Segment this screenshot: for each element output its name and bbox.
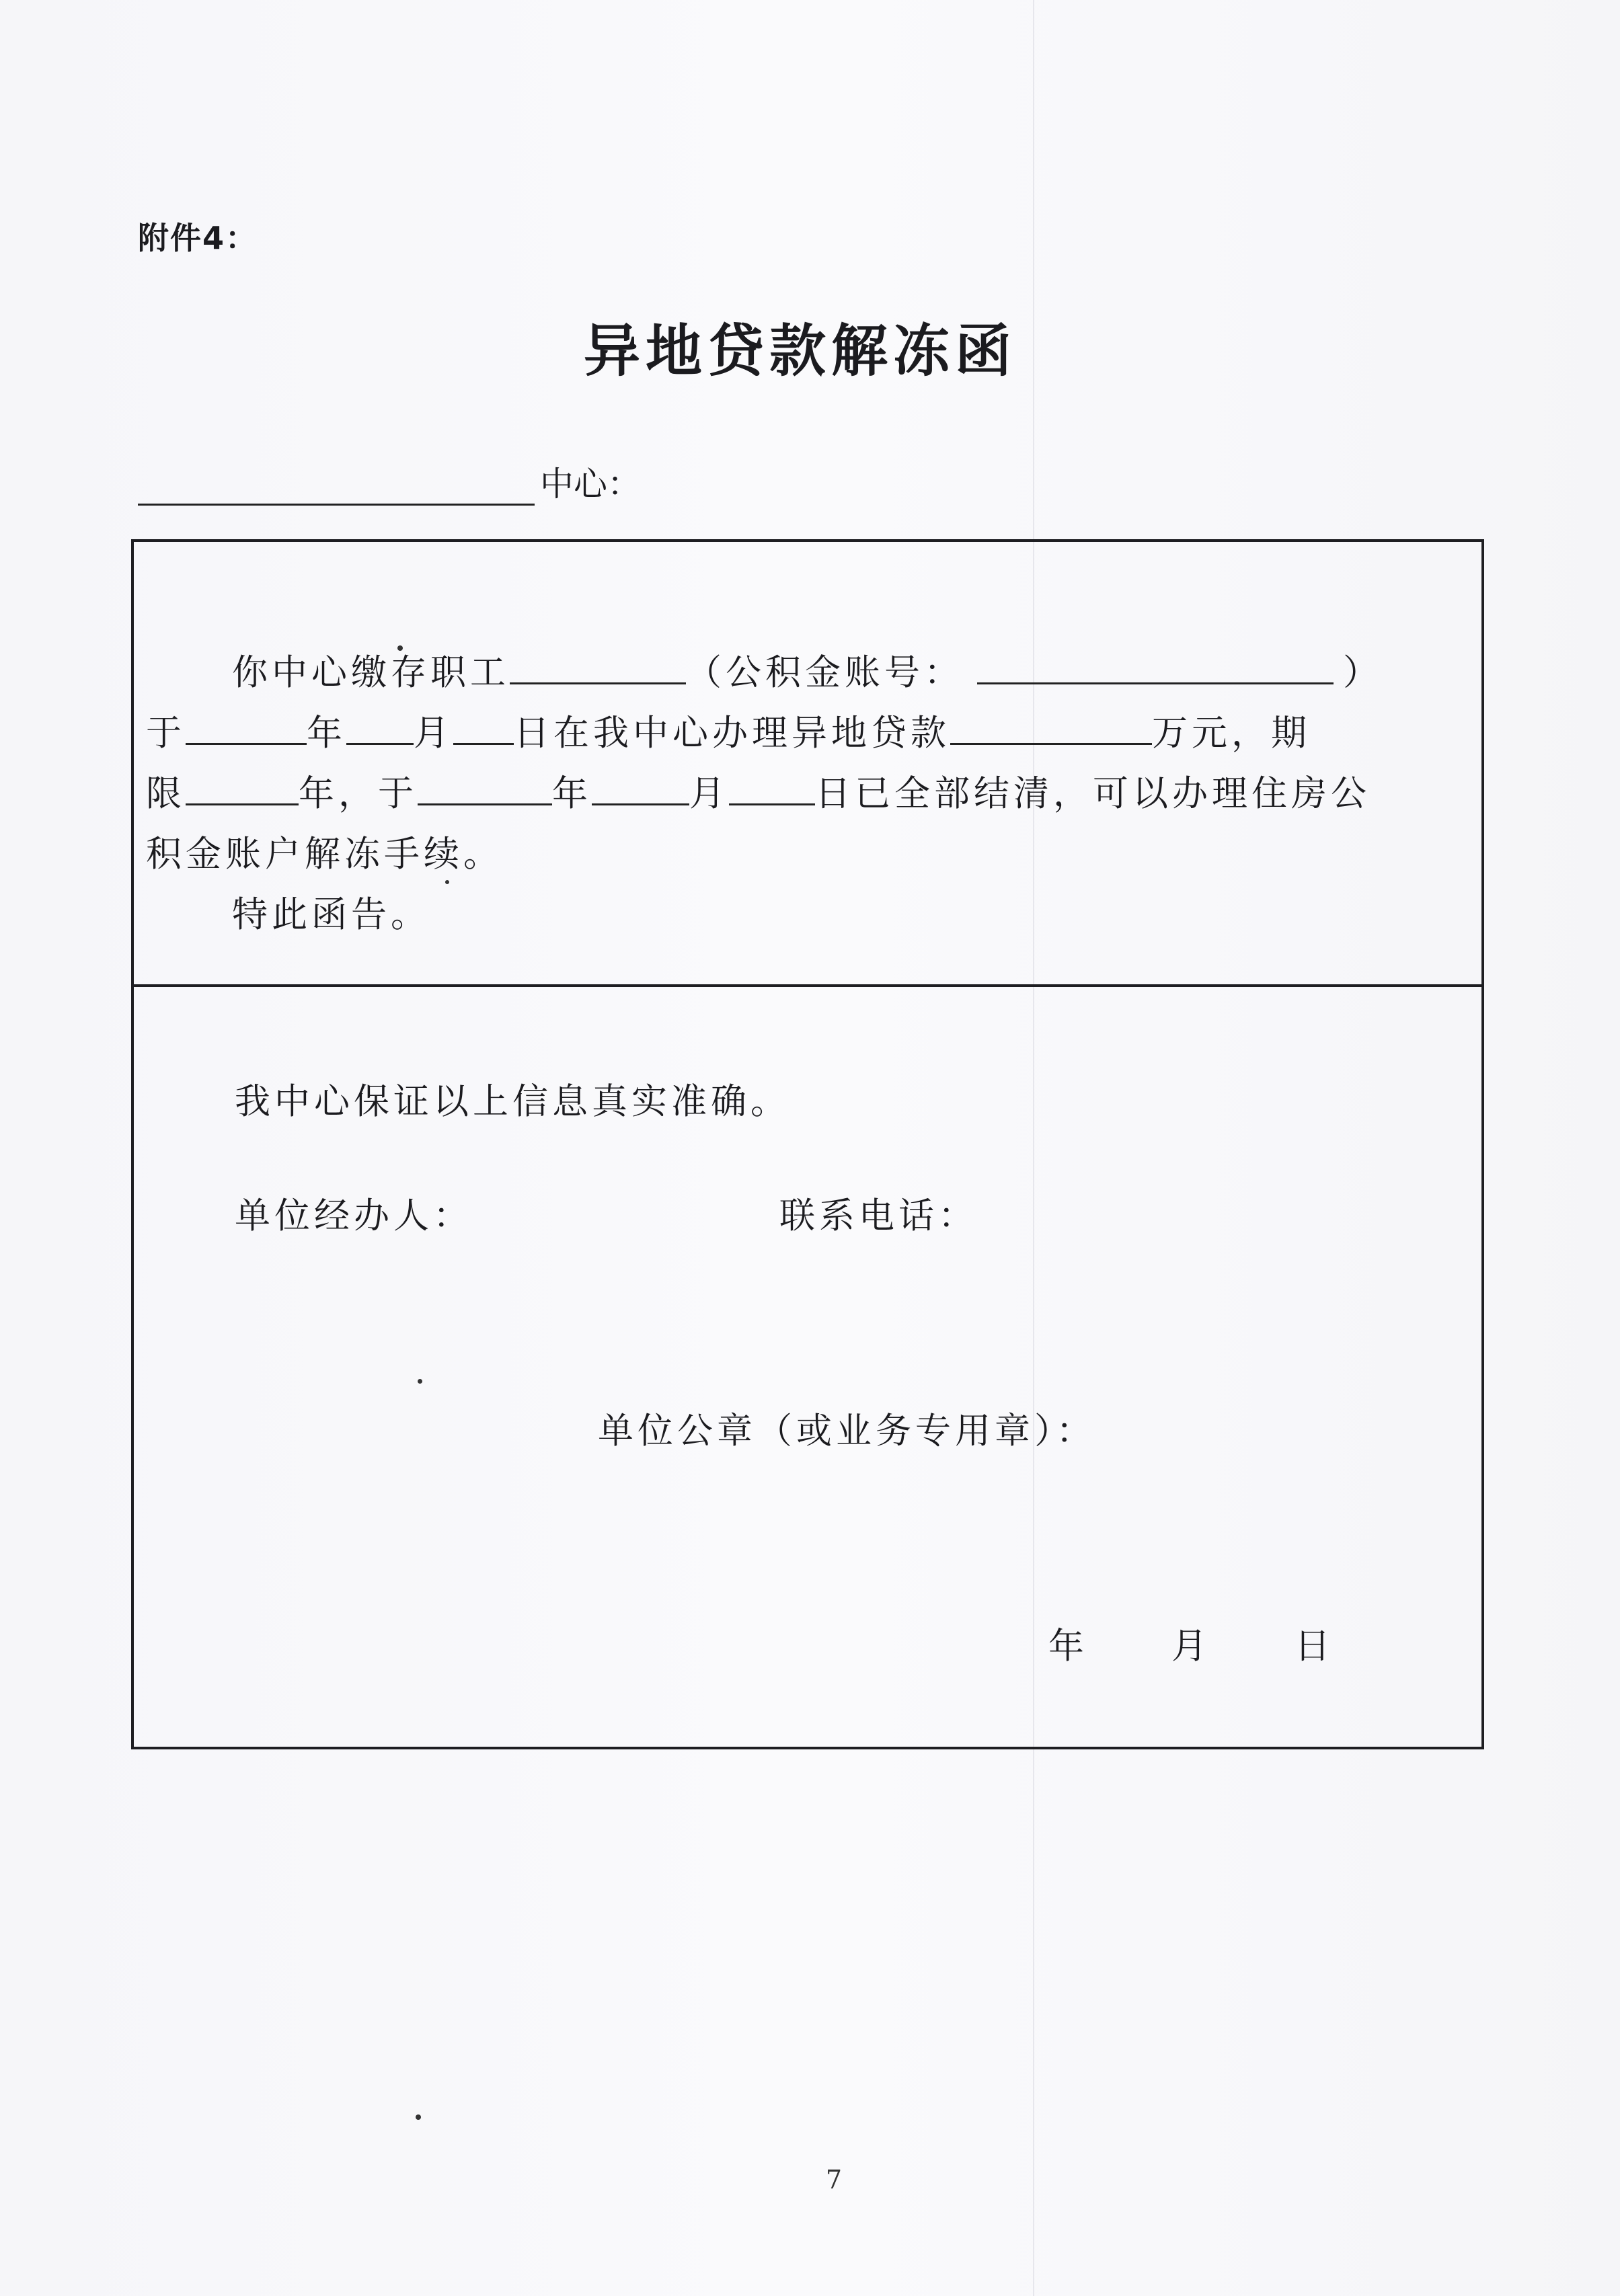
phone-label: 联系电话： bbox=[779, 1195, 978, 1236]
month-text: 月 bbox=[414, 713, 453, 754]
yu-text: 于 bbox=[146, 713, 186, 754]
loan-month-blank[interactable] bbox=[346, 707, 414, 745]
year-text: 年 bbox=[307, 713, 346, 754]
letter-body bbox=[146, 643, 1471, 945]
loan-text: 日在我中心办理异地贷款 bbox=[514, 713, 950, 754]
scan-speck bbox=[397, 645, 403, 651]
payoff-month-text: 月 bbox=[689, 773, 729, 814]
employee-lead-text: 你中心缴存职工 bbox=[232, 652, 510, 693]
seal-label: 单位公章（或业务专用章）： bbox=[598, 1411, 1096, 1452]
attachment-label: 附件4： bbox=[138, 220, 258, 256]
guarantee-statement: 我中心保证以上信息真实准确。 bbox=[235, 1081, 790, 1122]
letter-line-1 bbox=[146, 643, 1471, 703]
document-title: 异地贷款解冻函 bbox=[583, 318, 1017, 384]
account-label: （公积金账号： bbox=[686, 652, 964, 693]
recipient-suffix: 中心： bbox=[540, 465, 641, 504]
loan-year-blank[interactable] bbox=[186, 707, 307, 745]
date-year: 年 bbox=[1048, 1626, 1084, 1667]
letter-line-3 bbox=[146, 764, 1471, 824]
payoff-year-blank[interactable] bbox=[418, 767, 552, 805]
xian-text: 限 bbox=[146, 773, 186, 814]
recipient-line bbox=[138, 457, 641, 506]
handler-label: 单位经办人： bbox=[235, 1195, 473, 1236]
term-year-text: 年，于 bbox=[299, 773, 418, 814]
close-paren: ） bbox=[1343, 652, 1383, 693]
loan-day-blank[interactable] bbox=[453, 707, 514, 745]
loan-term-blank[interactable] bbox=[186, 767, 299, 805]
loan-amount-blank[interactable] bbox=[950, 707, 1152, 745]
account-number-blank[interactable] bbox=[977, 646, 1334, 684]
letter-line-2 bbox=[146, 703, 1471, 764]
form-divider bbox=[134, 984, 1481, 987]
date-month: 月 bbox=[1171, 1626, 1207, 1667]
page-number: 7 bbox=[825, 2165, 843, 2194]
employee-name-blank[interactable] bbox=[510, 646, 686, 684]
scan-speck bbox=[445, 880, 449, 884]
scan-speck bbox=[416, 2114, 421, 2120]
amount-unit-text: 万元，期 bbox=[1152, 713, 1311, 754]
letter-line-4: 积金账户解冻手续。 bbox=[146, 834, 503, 875]
payoff-year-text: 年 bbox=[552, 773, 592, 814]
payoff-text: 日已全部结清，可以办理住房公 bbox=[815, 773, 1371, 814]
recipient-blank[interactable] bbox=[138, 465, 535, 506]
payoff-day-blank[interactable] bbox=[729, 767, 815, 805]
payoff-month-blank[interactable] bbox=[592, 767, 689, 805]
date-day: 日 bbox=[1295, 1626, 1330, 1667]
date-row bbox=[1048, 1618, 1330, 1669]
letter-form-box bbox=[131, 539, 1484, 1749]
scan-speck bbox=[418, 1379, 422, 1384]
letter-closing: 特此函告。 bbox=[232, 894, 430, 935]
